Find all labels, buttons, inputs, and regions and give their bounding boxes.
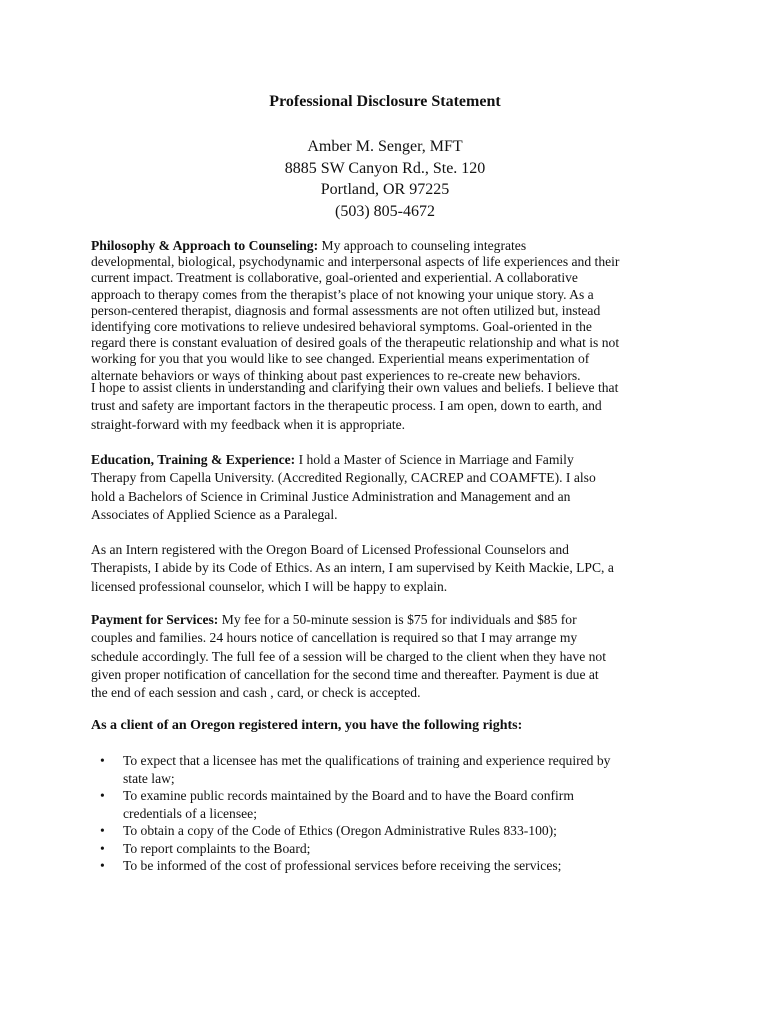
- payment-line: the end of each session and cash , card, or check is accepted.: [91, 685, 421, 701]
- philosophy-values-line: I hope to assist clients in understanding and clarifying their own values and beliefs. I believe that: [91, 380, 619, 395]
- phone-number: (503) 805-4672: [335, 202, 435, 220]
- rights-item-text: To obtain a copy of the Code of Ethics (Oregon Administrative Rules 833-100);: [123, 823, 557, 838]
- philosophy-line: person-centered therapist, diagnosis and formal assessments are not often utilized but, instead: [91, 302, 601, 318]
- rights-item-text: To expect that a licensee has met the qualifications of training and experience required by: [123, 753, 611, 768]
- rights-heading: As a client of an Oregon registered intern, you have the following rights:: [91, 718, 523, 733]
- rights-list-item: [91, 857, 691, 875]
- philosophy-heading: Philosophy & Approach to Counseling:: [91, 238, 319, 253]
- bullet-icon: •: [100, 858, 105, 873]
- payment-line: schedule accordingly. The full fee of a session will be charged to the client when they have not: [91, 648, 607, 664]
- payment-section: [91, 611, 691, 702]
- philosophy-values-line: straight-forward with my feedback when it is appropriate.: [91, 416, 406, 432]
- philosophy-values-line: trust and safety are important factors in the therapeutic process. I am open, down to earth, and: [91, 398, 602, 414]
- address-line-2: Portland, OR 97225: [320, 181, 450, 198]
- contact-header: [0, 136, 770, 222]
- philosophy-line: working for you that you would like to see changed. Experiential means experimentation of: [91, 351, 590, 367]
- bullet-icon: •: [100, 753, 105, 768]
- philosophy-section: [91, 238, 691, 384]
- bullet-icon: •: [100, 840, 105, 856]
- philosophy-line: alternate behaviors or ways of thinking about past experiences to re-create new behaviors.: [91, 367, 581, 383]
- payment-line: given proper notification of cancellation for the second time and thereafter. Payment is due at: [91, 666, 599, 682]
- rights-list-item: [91, 752, 691, 787]
- payment-line: couples and families. 24 hours notice of cancellation is required so that I may arrange my: [91, 630, 578, 646]
- intern-line: Therapists, I abide by its Code of Ethics. As an intern, I am supervised by Keith Mackie, LPC, a: [91, 560, 614, 576]
- rights-list-item: [91, 840, 691, 858]
- philosophy-line: identifying core motivations to relieve undesired behavioral symptoms. Goal-oriented in the: [91, 319, 592, 335]
- rights-item-text: To report complaints to the Board;: [123, 840, 311, 856]
- education-heading: Education, Training & Experience:: [91, 452, 296, 467]
- rights-list-item: [91, 822, 691, 840]
- education-line: Associates of Applied Science as a Paralegal.: [91, 506, 338, 522]
- rights-list-item: [91, 787, 691, 822]
- philosophy-line: current impact. Treatment is collaborative, goal-oriented and experiential. A collaborative: [91, 270, 578, 286]
- education-line: hold a Bachelors of Science in Criminal Justice Administration and Management and an: [91, 488, 571, 504]
- document-title: Professional Disclosure Statement: [269, 93, 501, 110]
- bullet-icon: •: [100, 788, 105, 803]
- address-line-1: 8885 SW Canyon Rd., Ste. 120: [284, 159, 486, 177]
- counselor-name: Amber M. Senger, MFT: [307, 138, 463, 155]
- philosophy-values-paragraph: [91, 379, 691, 434]
- rights-item-text: credentials of a licensee;: [123, 805, 257, 821]
- philosophy-line: My approach to counseling integrates: [318, 238, 527, 253]
- intern-line: licensed professional counselor, which I will be happy to explain.: [91, 578, 448, 594]
- intern-section: [91, 541, 691, 596]
- philosophy-line: regard there is constant evaluation of desired goals of the therapeutic relationship and what is not: [91, 335, 620, 351]
- intern-line: As an Intern registered with the Oregon Board of Licensed Professional Counselors and: [91, 542, 569, 557]
- rights-list: [91, 752, 691, 875]
- education-line: Therapy from Capella University. (Accredited Regionally, CACREP and COAMFTE). I also: [91, 470, 596, 486]
- education-line: I hold a Master of Science in Marriage and Family: [295, 452, 574, 467]
- education-section: [91, 451, 691, 524]
- rights-item-text: To examine public records maintained by the Board and to have the Board confirm: [123, 788, 574, 803]
- rights-item-text: state law;: [123, 770, 175, 786]
- payment-heading: Payment for Services:: [91, 612, 219, 627]
- bullet-icon: •: [100, 823, 105, 838]
- rights-item-text: To be informed of the cost of professional services before receiving the services;: [123, 858, 562, 873]
- philosophy-line: developmental, biological, psychodynamic and interpersonal aspects of life experiences and their: [91, 254, 620, 270]
- payment-line: My fee for a 50-minute session is $75 for individuals and $85 for: [218, 612, 577, 627]
- philosophy-line: approach to therapy comes from the therapist’s place of not knowing your unique story. As a: [91, 286, 594, 302]
